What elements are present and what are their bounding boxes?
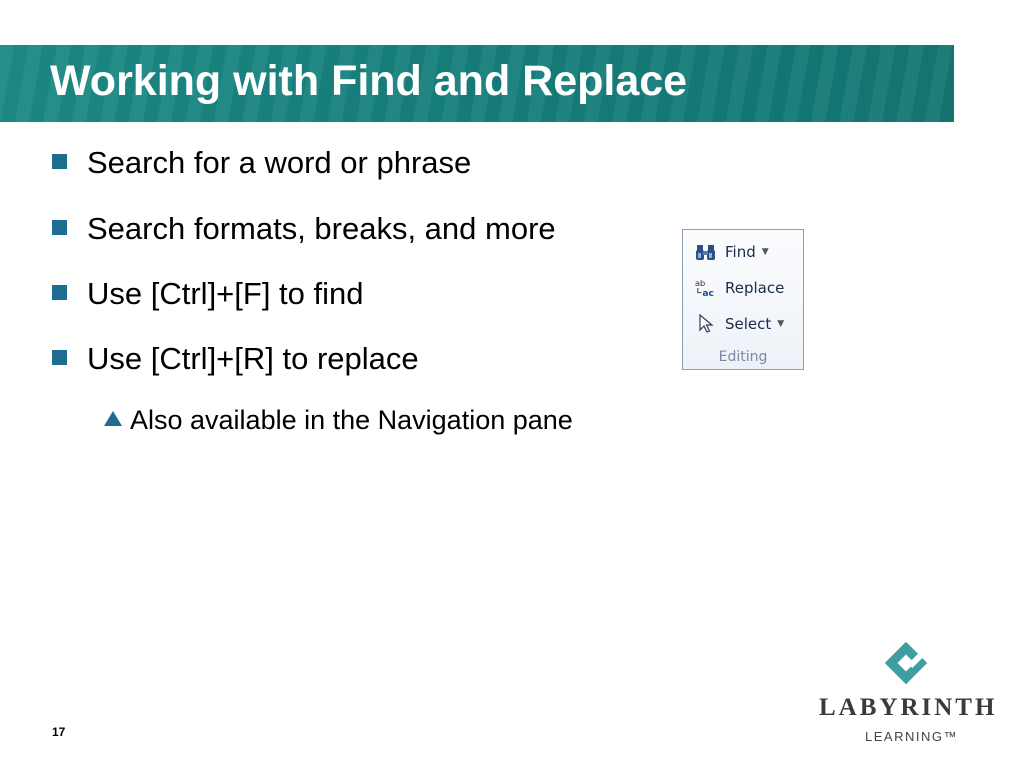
replace-button[interactable]: [695, 275, 784, 301]
find-button[interactable]: [695, 239, 769, 265]
dropdown-caret-icon: ▼: [761, 247, 769, 257]
logo-subtitle: LEARNING™: [865, 729, 958, 744]
square-bullet-icon: [52, 350, 67, 365]
replace-ab-ac-icon: [695, 278, 717, 298]
dropdown-caret-icon: ▼: [777, 319, 785, 329]
bullet-item: [52, 211, 556, 247]
sub-bullet-item: [103, 405, 573, 436]
diamond-logo-icon: [883, 640, 929, 686]
sub-bullet-text: Also available in the Navigation pane: [130, 405, 573, 435]
bullet-item: [52, 276, 364, 312]
svg-text:ac: ac: [702, 288, 714, 299]
bullet-text: Search formats, breaks, and more: [87, 211, 556, 246]
find-label: Find: [725, 243, 756, 261]
square-bullet-icon: [52, 285, 67, 300]
triangle-bullet-icon: [103, 410, 123, 427]
svg-text:ab: ab: [695, 278, 706, 289]
title-bar: [0, 45, 954, 122]
page-number: 17: [52, 725, 66, 739]
labyrinth-logo: [810, 640, 1005, 750]
ribbon-group-label: Editing: [718, 349, 768, 365]
replace-label: Replace: [725, 279, 785, 297]
editing-ribbon-group: [682, 229, 804, 370]
bullet-text: Use [Ctrl]+[F] to find: [87, 276, 364, 311]
select-label: Select: [725, 315, 772, 333]
slide-title: Working with Find and Replace: [50, 57, 688, 105]
select-button[interactable]: [695, 311, 784, 337]
logo-name: LABYRINTH: [819, 694, 998, 721]
square-bullet-icon: [52, 220, 67, 235]
square-bullet-icon: [52, 154, 67, 169]
binoculars-icon: [695, 242, 717, 262]
bullet-item: [52, 341, 419, 377]
bullet-text: Search for a word or phrase: [87, 145, 472, 180]
cursor-arrow-icon: [695, 314, 717, 334]
bullet-item: [52, 145, 471, 181]
bullet-text: Use [Ctrl]+[R] to replace: [87, 341, 419, 376]
